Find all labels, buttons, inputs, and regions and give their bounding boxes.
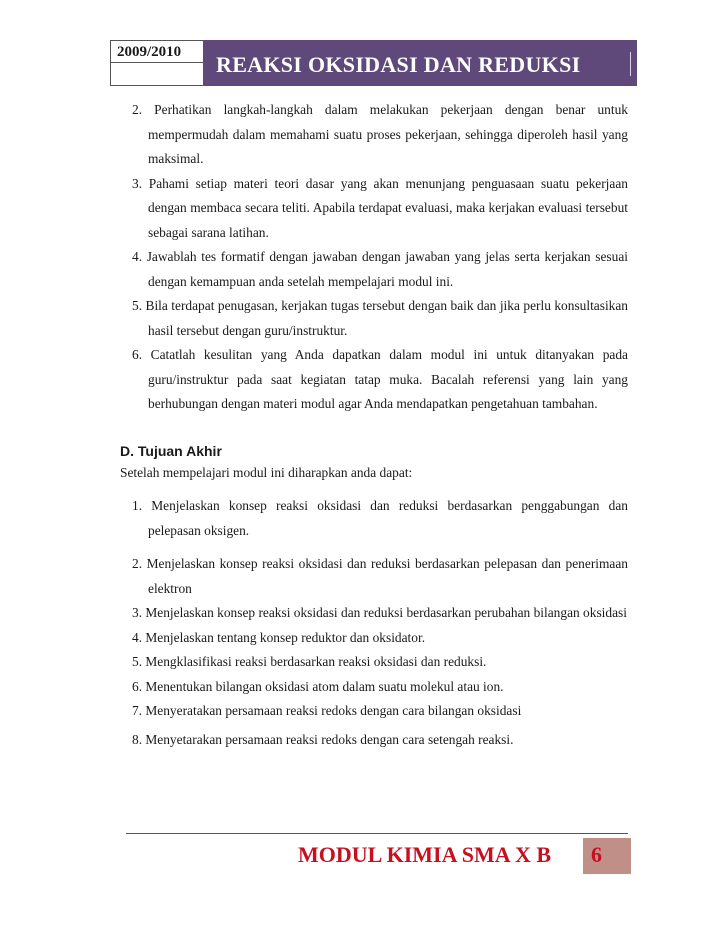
- header-divider: [110, 62, 203, 63]
- objective-item: 7. Menyeratakan persamaan reaksi redoks dengan cara bilangan oksidasi: [132, 703, 522, 718]
- objective-item: 3. Menjelaskan konsep reaksi oksidasi dan reduksi berdasarkan perubahan bilangan oksidasi: [132, 605, 627, 620]
- page-title: REAKSI OKSIDASI DAN REDUKSI: [216, 52, 581, 77]
- header-decoration: [630, 52, 631, 76]
- objective-item: 4. Menjelaskan tentang konsep reduktor dan oksidator.: [132, 629, 426, 645]
- section-heading: D. Tujuan Akhir: [120, 442, 222, 459]
- section-intro: Setelah mempelajari modul ini diharapkan anda dapat:: [120, 464, 413, 480]
- objective-item: 2. Menjelaskan konsep reaksi oksidasi dan reduksi berdasarkan pelepasan dan penerimaan elektron: [132, 556, 628, 596]
- instruction-item: 6. Catatlah kesulitan yang Anda dapatkan dalam modul ini untuk ditanyakan pada guru/instruktur pada saat kegiatan tatap muka. Bacalah referensi yang lain yang berhubungan dengan materi modul agar Anda mendapatkan pengetahuan tambahan.: [132, 347, 628, 411]
- instruction-item: 3. Pahami setiap materi teori dasar yang akan menunjang penguasaan suatu pekerjaan dengan membaca secara teliti. Apabila terdapat evaluasi, maka kerjakan evaluasi tersebut sebagai sarana latihan.: [132, 175, 628, 240]
- document-body: [120, 98, 628, 752]
- footer-divider: [126, 833, 628, 834]
- page-number: 6: [583, 838, 631, 874]
- instruction-item: 4. Jawablah tes formatif dengan jawaban dengan jawaban yang jelas serta kerjakan sesuai dengan kemampuan anda setelah mempelajari modul ini.: [132, 249, 628, 289]
- objective-item: 6. Menentukan bilangan oksidasi atom dalam suatu molekul atau ion.: [132, 678, 504, 694]
- objective-item: 5. Mengklasifikasi reaksi berdasarkan reaksi oksidasi dan reduksi.: [132, 654, 487, 669]
- header-year: 2009/2010: [110, 40, 203, 86]
- objective-item: 1. Menjelaskan konsep reaksi oksidasi dan reduksi berdasarkan penggabungan dan pelepasan oksigen.: [132, 498, 628, 538]
- instruction-item: 5. Bila terdapat penugasan, kerjakan tugas tersebut dengan baik dan jika perlu konsultasikan hasil tersebut dengan guru/instruktur.: [132, 298, 628, 338]
- objective-item: 8. Menyetarakan persamaan reaksi redoks dengan cara setengah reaksi.: [132, 731, 514, 747]
- instruction-item: 2. Perhatikan langkah-langkah dalam melakukan pekerjaan dengan benar untuk mempermudah dalam memahami suatu proses pekerjaan, sehingga diperoleh hasil yang maksimal.: [132, 102, 628, 166]
- footer-title: MODUL KIMIA SMA X B: [298, 842, 552, 867]
